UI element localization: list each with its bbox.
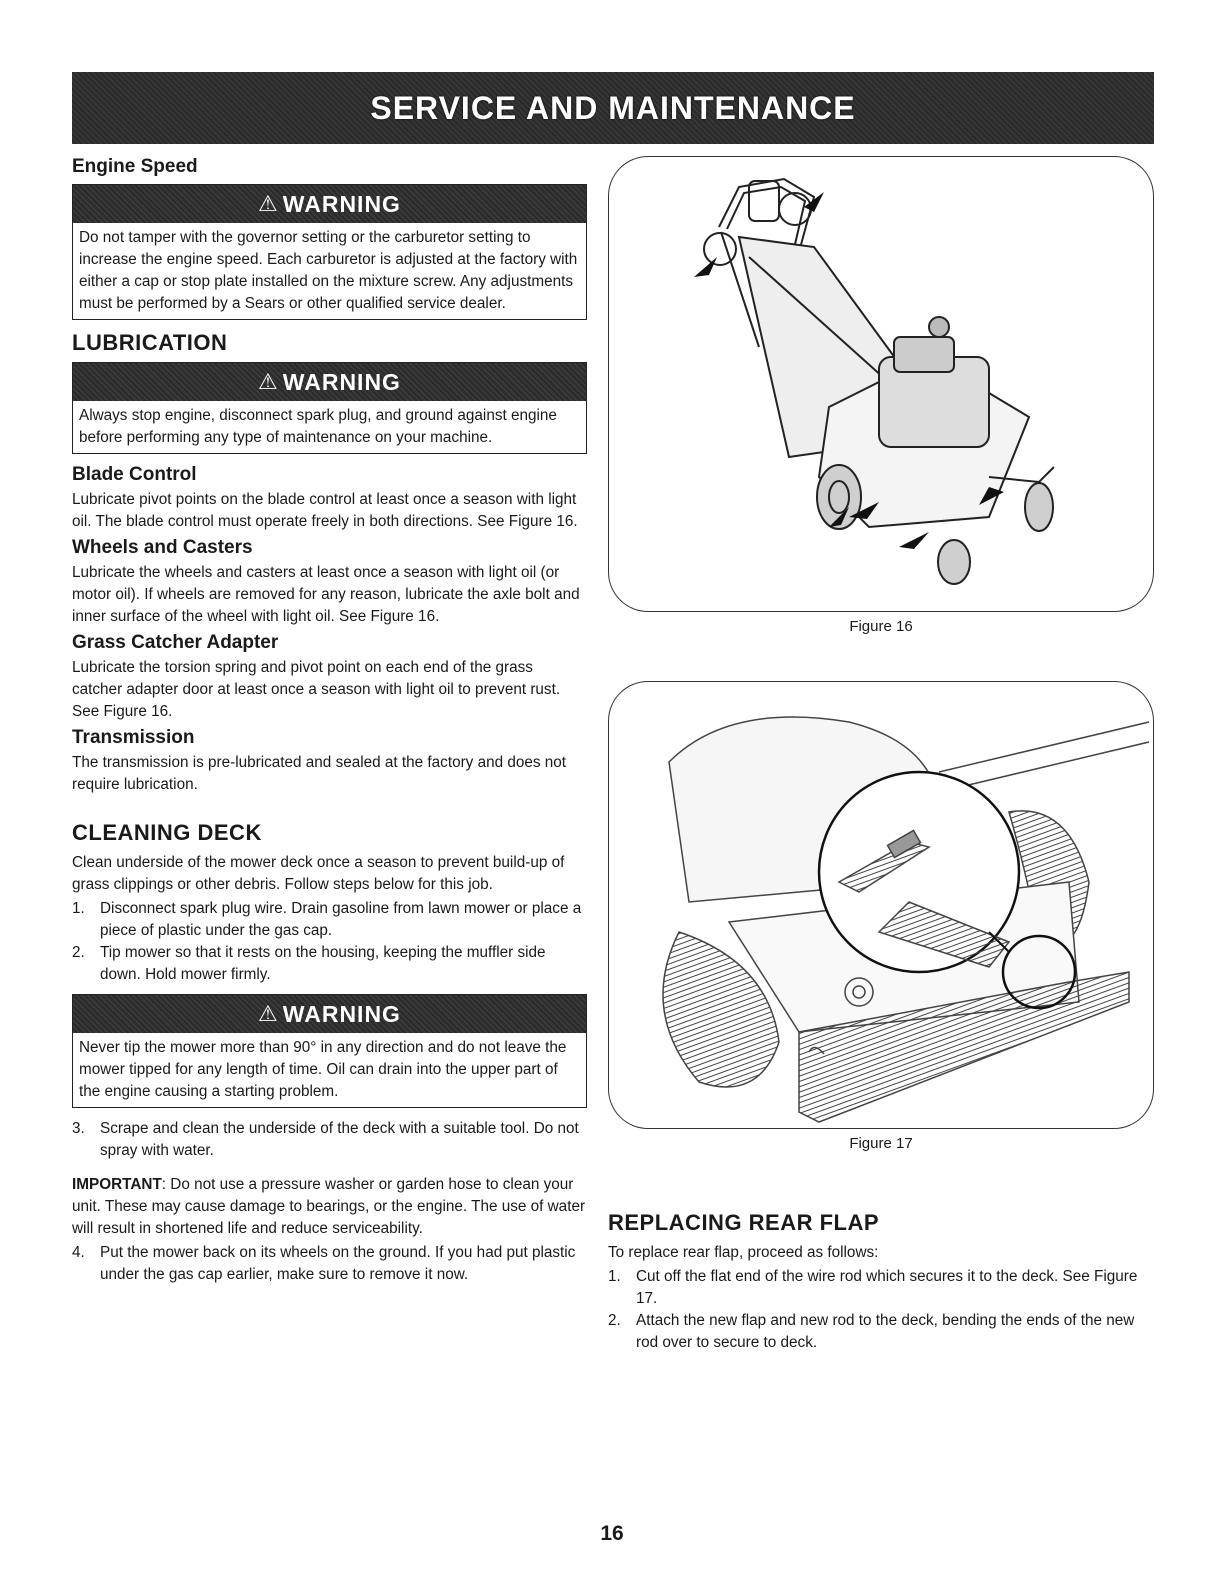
- wheels-text: Lubricate the wheels and casters at least once a season with light oil (or motor oil). If wheels are removed for any reason, lubricate the axle bolt and inner surface of the wheel with light oil. See Figure 16.: [72, 564, 580, 625]
- figure-17-caption: Figure 17: [849, 1135, 913, 1152]
- grass-catcher-text: Lubricate the torsion spring and pivot point on each end of the grass catcher adapter door at least once a season with light oil to prevent rust. See Figure 16.: [72, 659, 561, 720]
- list-item: 2. Tip mower so that it rests on the housing, keeping the muffler side down. Hold mower firmly.: [72, 944, 546, 983]
- blade-control-heading: Blade Control: [72, 464, 197, 485]
- important-text: : Do not use a pressure washer or garden hose to clean your unit. These may cause damage to bearings, or the engine. The use of water will result in shortened life and reduce serviceability.: [72, 1176, 586, 1237]
- rear-flap-steps: [608, 1266, 1154, 1354]
- rear-flap-intro: To replace rear flap, proceed as follows:: [608, 1244, 879, 1261]
- cleaning-deck-warning: [72, 994, 587, 1108]
- cleaning-steps-a: [72, 898, 587, 986]
- transmission-text: The transmission is pre-lubricated and sealed at the factory and does not require lubrication.: [72, 754, 567, 793]
- important-label: IMPORTANT: [72, 1176, 162, 1193]
- lawn-mower-illustration: [609, 157, 1153, 611]
- list-item: 1. Cut off the flat end of the wire rod which secures it to the deck. See Figure 17.: [608, 1268, 1138, 1307]
- wheels-heading: Wheels and Casters: [72, 537, 253, 558]
- list-item: 2. Attach the new flap and new rod to the deck, bending the ends of the new rod over to secure to deck.: [608, 1312, 1135, 1351]
- page-number: 16: [600, 1522, 624, 1545]
- warning-header: [73, 185, 586, 223]
- warning-triangle-icon: ⚠: [258, 369, 279, 394]
- important-note: [72, 1174, 587, 1240]
- list-item: 1. Disconnect spark plug wire. Drain gasoline from lawn mower or place a piece of plastic under the gas cap.: [72, 900, 582, 939]
- cleaning-steps-c: [72, 1242, 587, 1286]
- warning-header: [73, 995, 586, 1033]
- engine-speed-warning-text: Do not tamper with the governor setting or the carburetor setting to increase the engine speed. Each carburetor is adjusted at the factory with either a cap or stop plate installed on the mixture screw. Any adjustments must be performed by a Sears or other qualified service dealer.: [79, 229, 578, 312]
- warning-label: WARNING: [282, 1000, 401, 1027]
- cleaning-steps-b: [72, 1118, 587, 1162]
- list-item: 4. Put the mower back on its wheels on the ground. If you had put plastic under the gas cap earlier, make sure to remove it now.: [72, 1244, 576, 1283]
- figure-17: [608, 681, 1154, 1129]
- figure-16-caption: Figure 16: [849, 618, 913, 635]
- cleaning-deck-warning-text: Never tip the mower more than 90° in any direction and do not leave the mower tipped for any length of time. Oil can drain into the upper part of the engine causing a starting problem.: [79, 1039, 567, 1100]
- rear-flap-illustration: [609, 682, 1153, 1128]
- transmission-heading: Transmission: [72, 727, 195, 748]
- left-column: [72, 156, 587, 1294]
- cleaning-deck-heading: CLEANING DECK: [72, 820, 262, 845]
- page-banner: [72, 72, 1154, 144]
- cleaning-deck-intro: Clean underside of the mower deck once a season to prevent build-up of grass clippings or other debris. Follow steps below for this job.: [72, 854, 565, 893]
- blade-control-text: Lubricate pivot points on the blade control at least once a season with light oil. The blade control must operate freely in both directions. See Figure 16.: [72, 491, 578, 530]
- lubrication-warning-text: Always stop engine, disconnect spark plug, and ground against engine before performing any type of maintenance on your machine.: [79, 407, 557, 446]
- warning-triangle-icon: ⚠: [258, 1001, 279, 1026]
- lubrication-heading: LUBRICATION: [72, 330, 228, 355]
- engine-speed-heading: Engine Speed: [72, 156, 198, 177]
- engine-speed-warning: [72, 184, 587, 320]
- grass-catcher-heading: Grass Catcher Adapter: [72, 632, 279, 653]
- lubrication-warning: [72, 362, 587, 454]
- warning-label: WARNING: [282, 368, 401, 395]
- warning-triangle-icon: ⚠: [258, 191, 279, 216]
- rear-flap-heading: REPLACING REAR FLAP: [608, 1210, 880, 1235]
- figure-16: [608, 156, 1154, 612]
- right-column: [608, 156, 1154, 1362]
- warning-label: WARNING: [282, 190, 401, 217]
- page-title: SERVICE AND MAINTENANCE: [370, 89, 856, 126]
- list-item: 3. Scrape and clean the underside of the deck with a suitable tool. Do not spray with water.: [72, 1120, 579, 1159]
- warning-header: [73, 363, 586, 401]
